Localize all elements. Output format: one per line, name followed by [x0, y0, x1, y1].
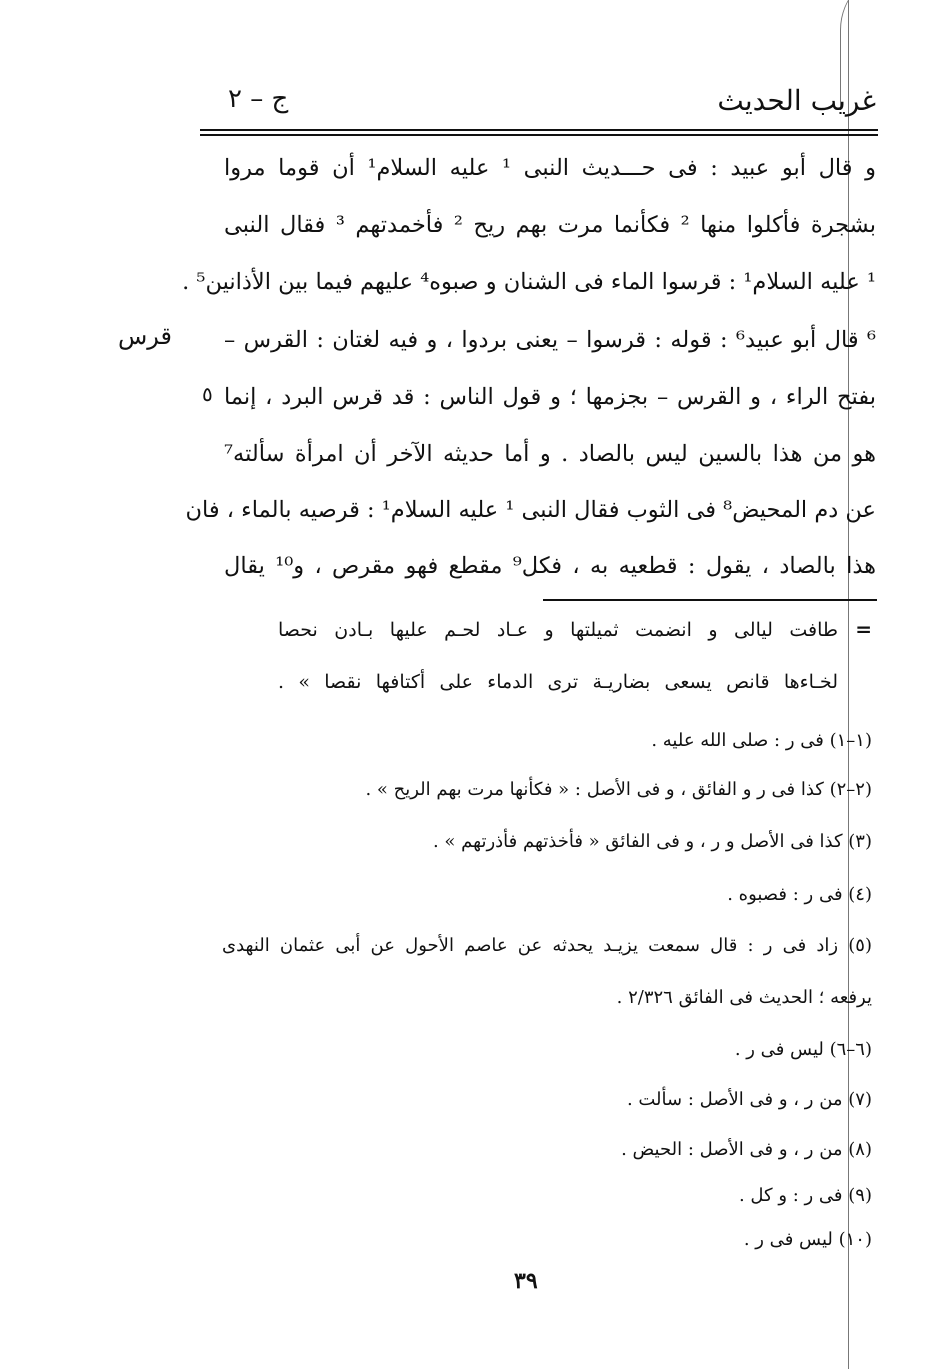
header-rule-top	[200, 129, 878, 131]
body-line-2: بشجرة فأكلوا منها ² فكأنما مرت بهم ريح ² فأخمدتهم ³ فقال النبى	[224, 212, 876, 238]
verse-line-1: طافت ليالى و انضمت ثميلتها و عـاد لحـم عليها بـادن نحصا	[278, 619, 838, 641]
footnote-1: (١–١) فى ر : صلى الله عليه .	[651, 730, 872, 751]
body-line-8: هذا بالصاد ، يقول : قطعيه به ، فكل⁹ مقطع فهو مقرص ، و¹⁰ يقال	[224, 553, 877, 579]
footnote-7: (٧) من ر ، و فى الأصل : سألت .	[626, 1089, 872, 1110]
body-line-6: هو من هذا بالسين ليس بالصاد . و أما حديثه الآخر أن امرأة سألته⁷	[224, 441, 876, 467]
margin-keyword: قرس	[118, 322, 173, 350]
running-title: غريب الحديث	[717, 84, 876, 117]
footnote-3: (٣) كذا فى الأصل و ر ، و فى الفائق « فأخذتهم فأذرتهم » .	[432, 831, 872, 852]
footnote-5-continued: يرفعه ؛ الحديث فى الفائق ٢/٣٢٦ .	[616, 987, 872, 1008]
footnote-10: (١٠) ليس فى ر .	[743, 1229, 872, 1250]
footnote-rule	[543, 599, 877, 601]
body-line-7: عن دم المحيض⁸ فى الثوب فقال النبى ¹ عليه السلام¹ : قرصيه بالماء ، فان	[185, 497, 876, 523]
body-line-5: بفتح الراء ، و القرس – بجزمها ؛ و قول الناس : قد قرس البرد ، إنما	[224, 384, 876, 410]
body-line-4: ⁶ قال أبو عبيد⁶ : قوله : قرسوا – يعنى بردوا ، و فيه لغتان : القرس –	[224, 327, 876, 353]
footnote-4: (٤) فى ر : فصبوه .	[727, 884, 872, 905]
body-line-3: ¹ عليه السلام¹ : قرسوا الماء فى الشنان و صبوه⁴ عليهم فيما بين الأذانين⁵ .	[182, 269, 876, 295]
continuation-mark: =	[855, 617, 872, 641]
verse-line-2: لخـاءها قانص يسعى بضاريـة ترى الدماء على أكتافها نقصا » .	[278, 671, 838, 693]
body-line-1: و قال أبو عبيد : فى حـــديث النبى ¹ عليه السلام¹ أن قوما مروا	[224, 155, 877, 181]
page-number: ٣٩	[514, 1268, 538, 1294]
footnote-5: (٥) زاد فى ر : قال سمعت يزيـد يحدثه عن عاصم الأحول عن أبى عثمان النهدى	[222, 935, 872, 956]
footnote-9: (٩) فى ر : و كل .	[738, 1185, 872, 1206]
footnote-8: (٨) من ر ، و فى الأصل : الحيض .	[621, 1139, 872, 1160]
footnote-2: (٢–٢) كذا فى ر و الفائق ، و فى الأصل : « فكأنها مرت بهم الريح » .	[365, 779, 872, 800]
volume-label: ج – ٢	[228, 84, 289, 114]
header-rule-bottom	[200, 134, 878, 136]
footnote-6: (٦–٦) ليس فى ر .	[734, 1039, 872, 1060]
margin-line-number: ٥	[202, 382, 213, 406]
